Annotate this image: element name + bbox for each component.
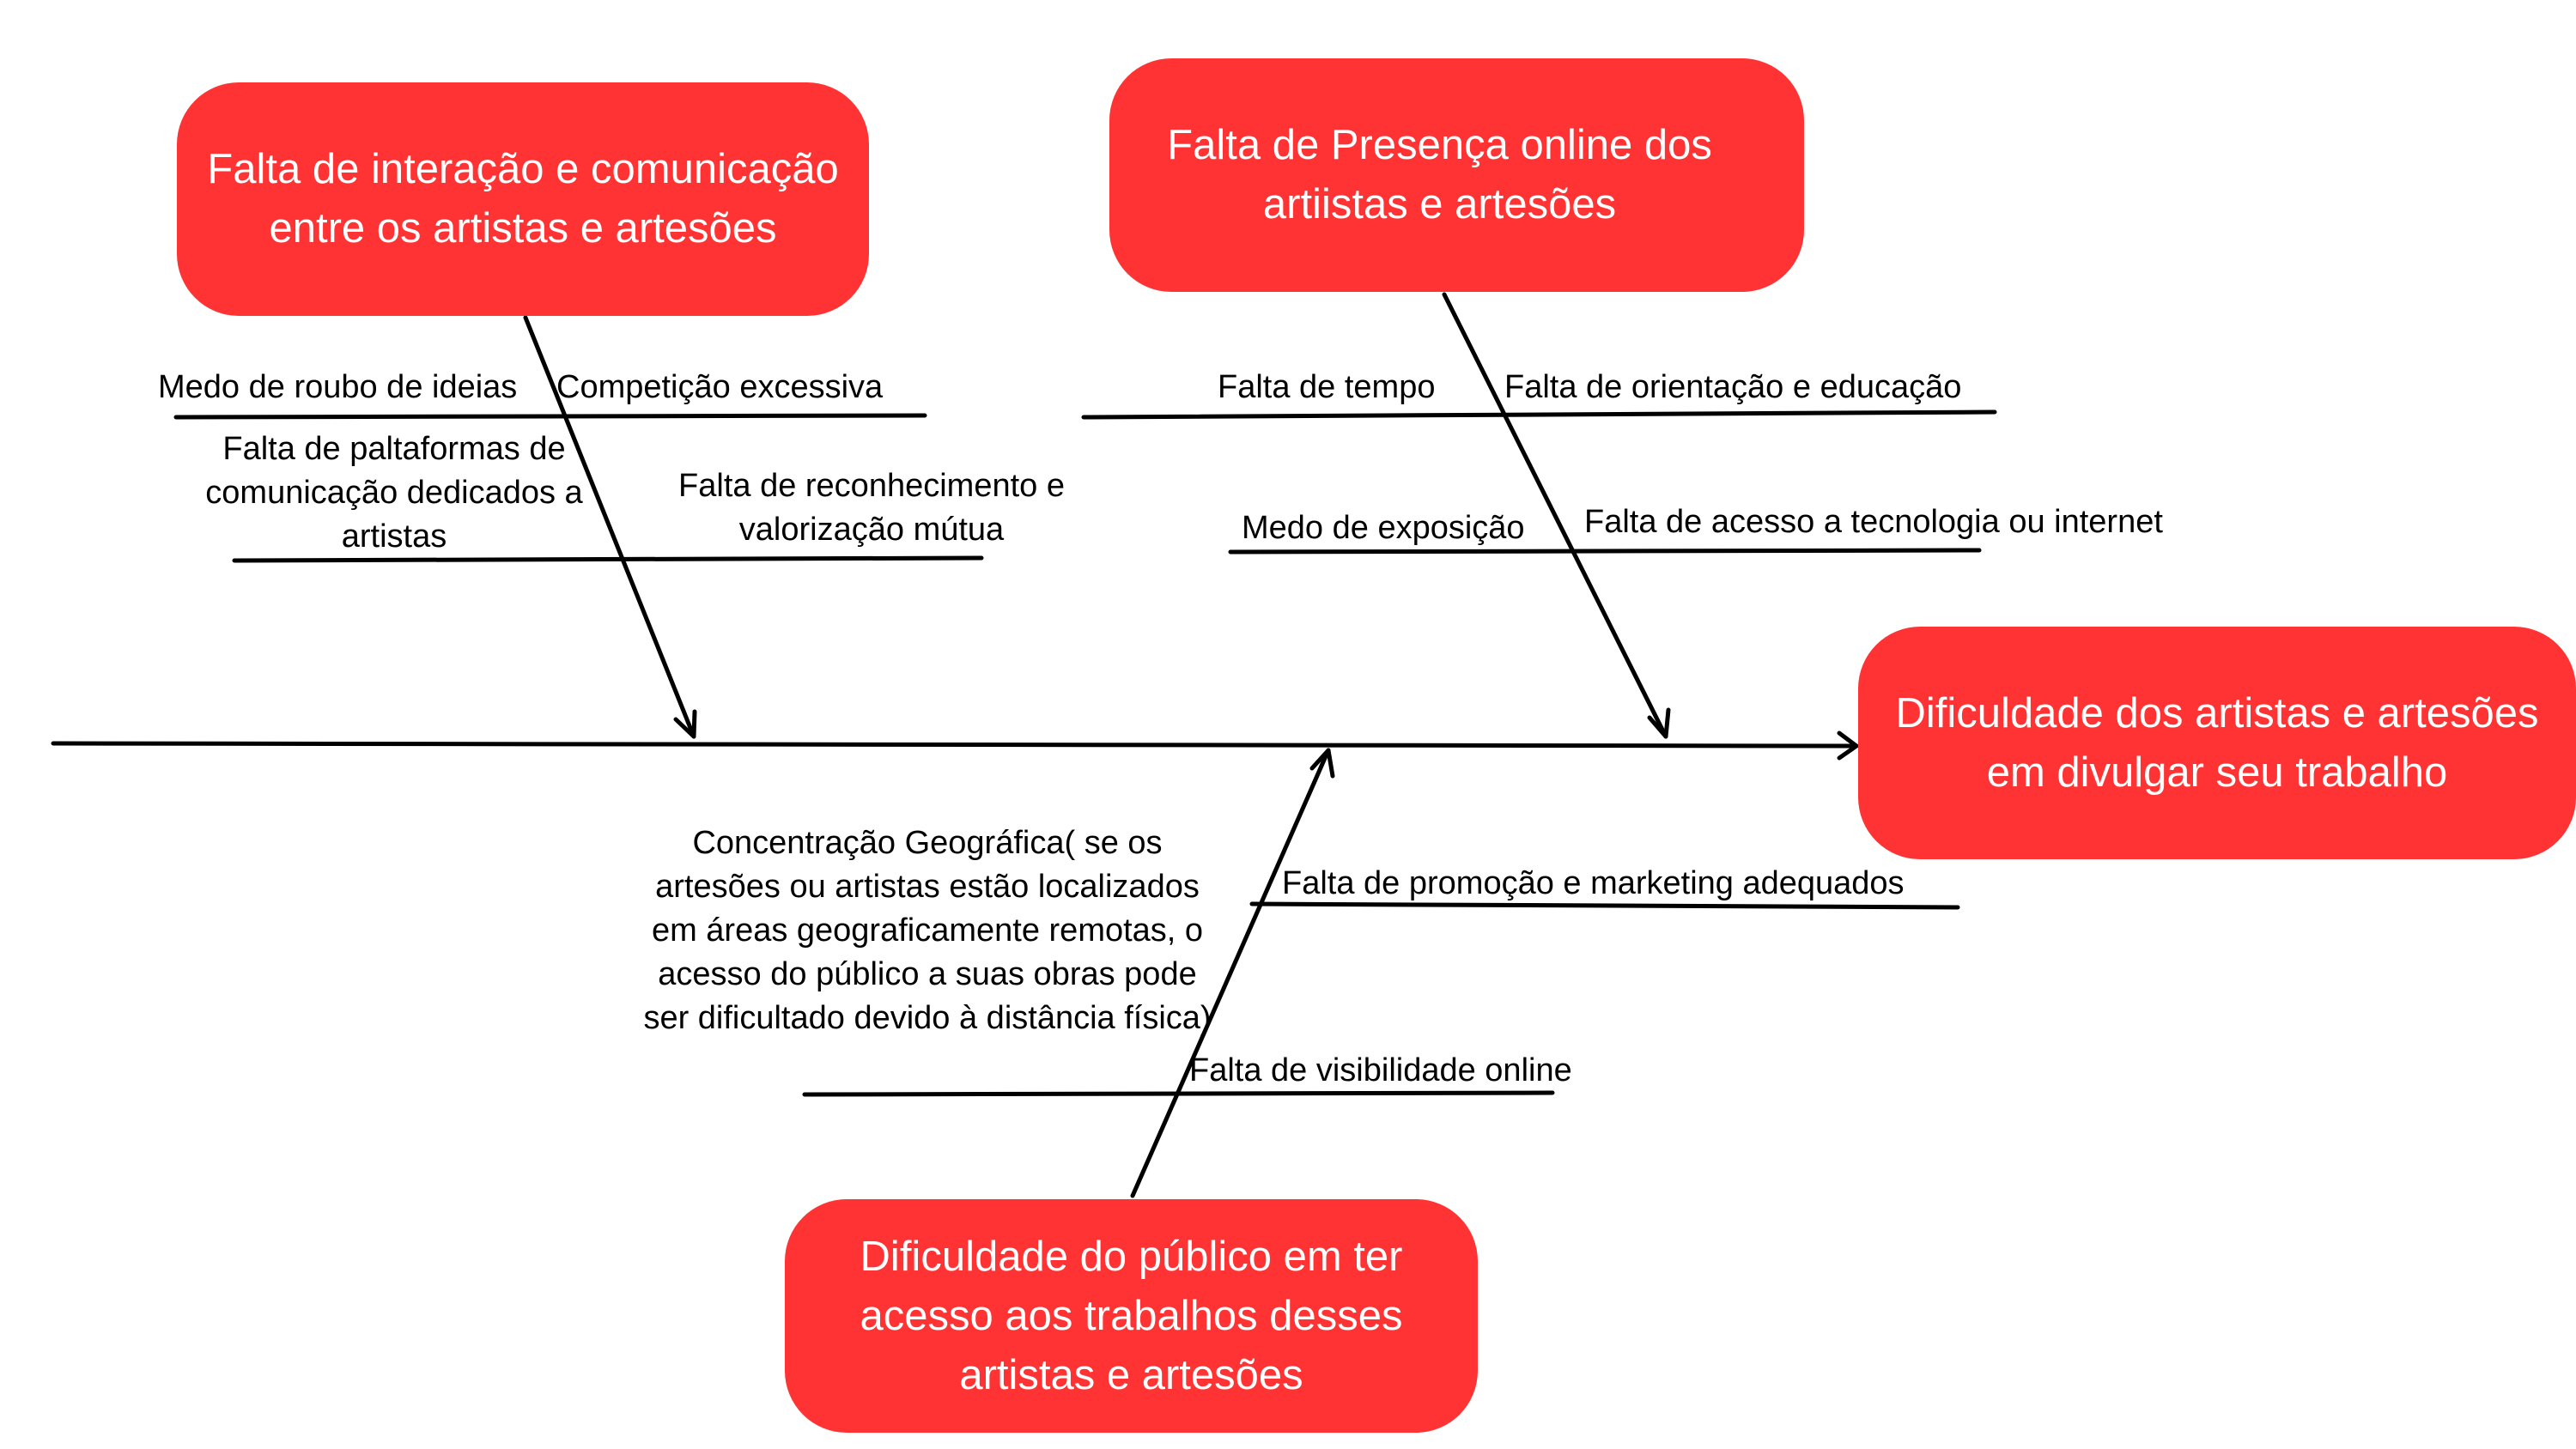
- category-box-online-presence: [1109, 58, 1804, 292]
- cause-concentracao-geografica: Concentração Geográfica( se os artesões ou artistas estão localizados em áreas geograficamente remotas, o acesso do público a suas obras pode ser dificultado devido à distância física): [643, 825, 1212, 1036]
- category-box-public-access: [785, 1199, 1478, 1433]
- category-box-interaction: [177, 82, 869, 316]
- cause-falta-visibilidade: Falta de visibilidade online: [1189, 1052, 1572, 1088]
- rib-interaction-1: [176, 415, 925, 417]
- cause-falta-acesso-tecnologia: Falta de acesso a tecnologia ou internet: [1584, 504, 2163, 540]
- cause-medo-roubo-ideias: Medo de roubo de ideias: [158, 369, 518, 405]
- rib-public-2: [805, 1093, 1552, 1094]
- effect-text: Dificuldade dos artistas e artesões em divulgar seu trabalho: [1895, 689, 2539, 796]
- cause-falta-tempo: Falta de tempo: [1218, 369, 1436, 405]
- category-title-interaction: Falta de interação e comunicação entre os artistas e artesões: [207, 146, 839, 252]
- category-title-online-presence: Falta de Presença online dos artiistas e artesões: [1167, 122, 1712, 227]
- rib-online-1: [1084, 412, 1995, 417]
- cause-falta-orientacao: Falta de orientação e educação: [1504, 369, 1962, 405]
- cause-falta-reconhecimento: Falta de reconhecimento e valorização mútua: [678, 468, 1065, 548]
- rib-online-2: [1230, 550, 1979, 552]
- effect-box: [1858, 627, 2576, 859]
- category-title-public-access: Dificuldade do público em ter acesso aos trabalhos desses artistas e artesões: [860, 1233, 1403, 1398]
- cause-medo-exposicao: Medo de exposição: [1242, 510, 1525, 546]
- cause-falta-promocao: Falta de promoção e marketing adequados: [1282, 865, 1905, 901]
- cause-falta-plataformas: Falta de paltaformas de comunicação dedicados a artistas: [205, 431, 583, 555]
- spine-line: [53, 743, 1856, 746]
- cause-competicao-excessiva: Competição excessiva: [556, 369, 884, 405]
